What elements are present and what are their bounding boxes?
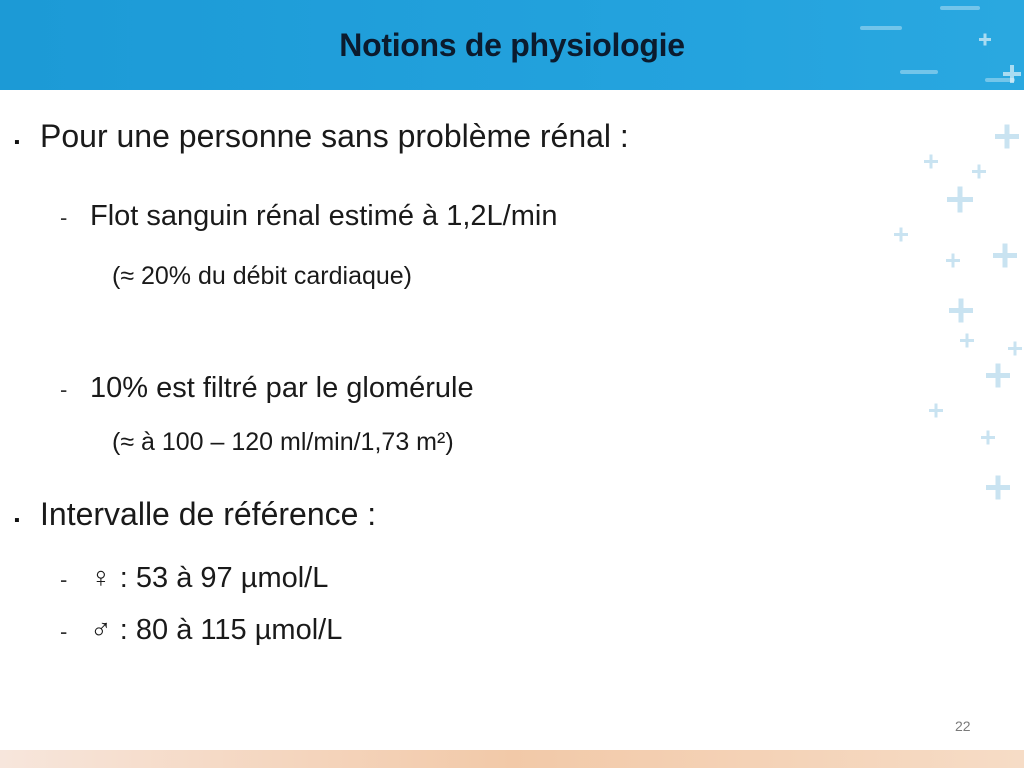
sub-item-note: (≈ à 100 – 120 ml/min/1,73 m²) <box>112 428 454 456</box>
decorative-plus-pattern <box>880 95 1024 515</box>
bullet-text: Intervalle de référence : <box>40 496 377 532</box>
footer-band <box>0 750 1024 768</box>
header-band <box>0 0 1024 90</box>
slide-title: Notions de physiologie <box>339 26 685 63</box>
dash-marker: - <box>60 377 68 402</box>
dash-marker: - <box>60 205 68 230</box>
bullet-item-2 <box>14 496 376 533</box>
sub-item-note: (≈ 20% du débit cardiaque) <box>112 262 413 290</box>
page-number: 22 <box>955 718 971 734</box>
sub-item-text: 10% est filtré par le glomérule <box>90 372 474 404</box>
sub-item-text: Flot sanguin rénal estimé à 1,2L/min <box>90 200 558 232</box>
square-bullet-icon: ▪ <box>14 134 20 151</box>
bullet-text: Pour une personne sans problème rénal : <box>40 118 629 154</box>
square-bullet-icon: ▪ <box>14 512 20 529</box>
sub-item <box>60 372 474 405</box>
sub-item-female-range <box>60 562 328 595</box>
dash-marker: - <box>60 619 68 644</box>
sub-item <box>60 200 557 233</box>
dash-marker: - <box>60 567 68 592</box>
sub-item-text: ♂ : 80 à 115 µmol/L <box>90 614 343 646</box>
bullet-item-1 <box>14 118 629 155</box>
sub-item-text: ♀ : 53 à 97 µmol/L <box>90 562 329 594</box>
sub-item-male-range <box>60 614 342 647</box>
